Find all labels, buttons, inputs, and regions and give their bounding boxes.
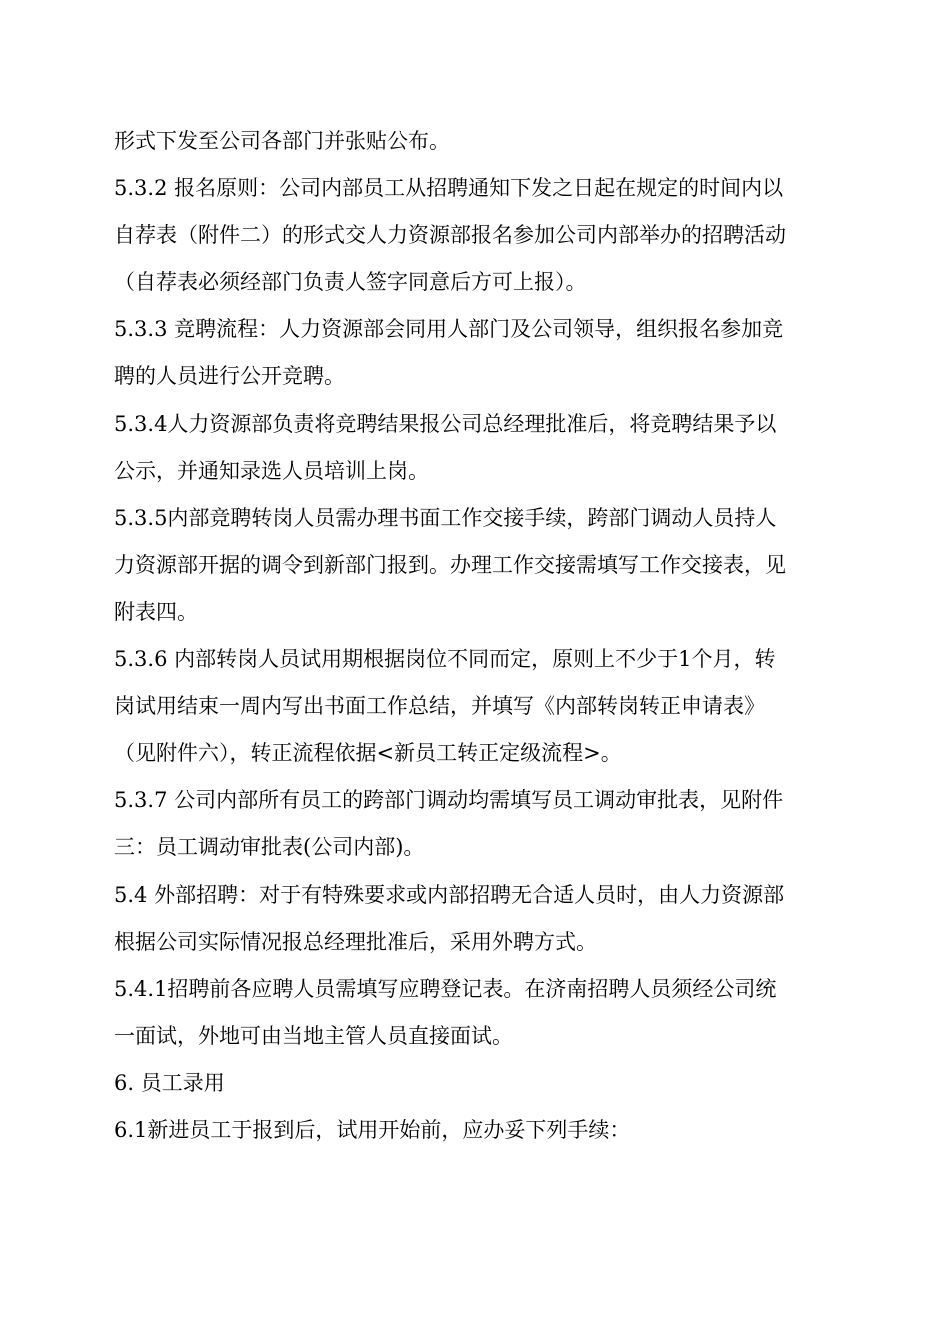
text-line: 聘的人员进行公开竞聘。 bbox=[114, 364, 345, 389]
text-line: 一面试，外地可由当地主管人员直接面试。 bbox=[114, 1023, 513, 1048]
text-line: 三：员工调动审批表(公司内部)。 bbox=[114, 835, 425, 860]
text-line: （自荐表必须经部门负责人签字同意后方可上报）。 bbox=[114, 270, 587, 295]
text-line: 5.3.6 内部转岗人员试用期根据岗位不同而定，原则上不少于1个月，转 bbox=[114, 647, 776, 672]
text-line: 5.3.7 公司内部所有员工的跨部门调动均需填写员工调动审批表，见附件 bbox=[114, 788, 784, 813]
document-body bbox=[114, 118, 830, 1154]
text-line: 5.3.5内部竞聘转岗人员需办理书面工作交接手续，跨部门调动人员持人 bbox=[114, 505, 777, 530]
text-line: 5.3.4人力资源部负责将竞聘结果报公司总经理批准后，将竞聘结果予以 bbox=[114, 411, 777, 436]
text-line: 公示，并通知录选人员培训上岗。 bbox=[114, 458, 429, 483]
text-line: 力资源部开据的调令到新部门报到。办理工作交接需填写工作交接表，见 bbox=[114, 552, 786, 577]
text-line: 5.3.2 报名原则：公司内部员工从招聘通知下发之日起在规定的时间内以 bbox=[114, 176, 784, 201]
section-heading: 6. 员工录用 bbox=[114, 1070, 225, 1095]
text-line: 附表四。 bbox=[114, 599, 198, 624]
text-line: 岗试用结束一周内写出书面工作总结，并填写《内部转岗转正申请表》 bbox=[114, 694, 765, 719]
text-line: 5.3.3 竞聘流程：人力资源部会同用人部门及公司领导，组织报名参加竞 bbox=[114, 317, 784, 342]
text-line: 5.4.1招聘前各应聘人员需填写应聘登记表。在济南招聘人员须经公司统 bbox=[114, 976, 777, 1001]
text-line: 根据公司实际情况报总经理批准后，采用外聘方式。 bbox=[114, 929, 597, 954]
text-line: 自荐表（附件二）的形式交人力资源部报名参加公司内部举办的招聘活动 bbox=[114, 223, 786, 248]
text-line: 形式下发至公司各部门并张贴公布。 bbox=[114, 129, 450, 153]
text-line: （见附件六），转正流程依据<新员工转正定级流程>。 bbox=[114, 741, 622, 766]
text-line: 6.1新进员工于报到后，试用开始前，应办妥下列手续： bbox=[114, 1117, 631, 1142]
text-line: 5.4 外部招聘：对于有特殊要求或内部招聘无合适人员时，由人力资源部 bbox=[114, 882, 785, 907]
